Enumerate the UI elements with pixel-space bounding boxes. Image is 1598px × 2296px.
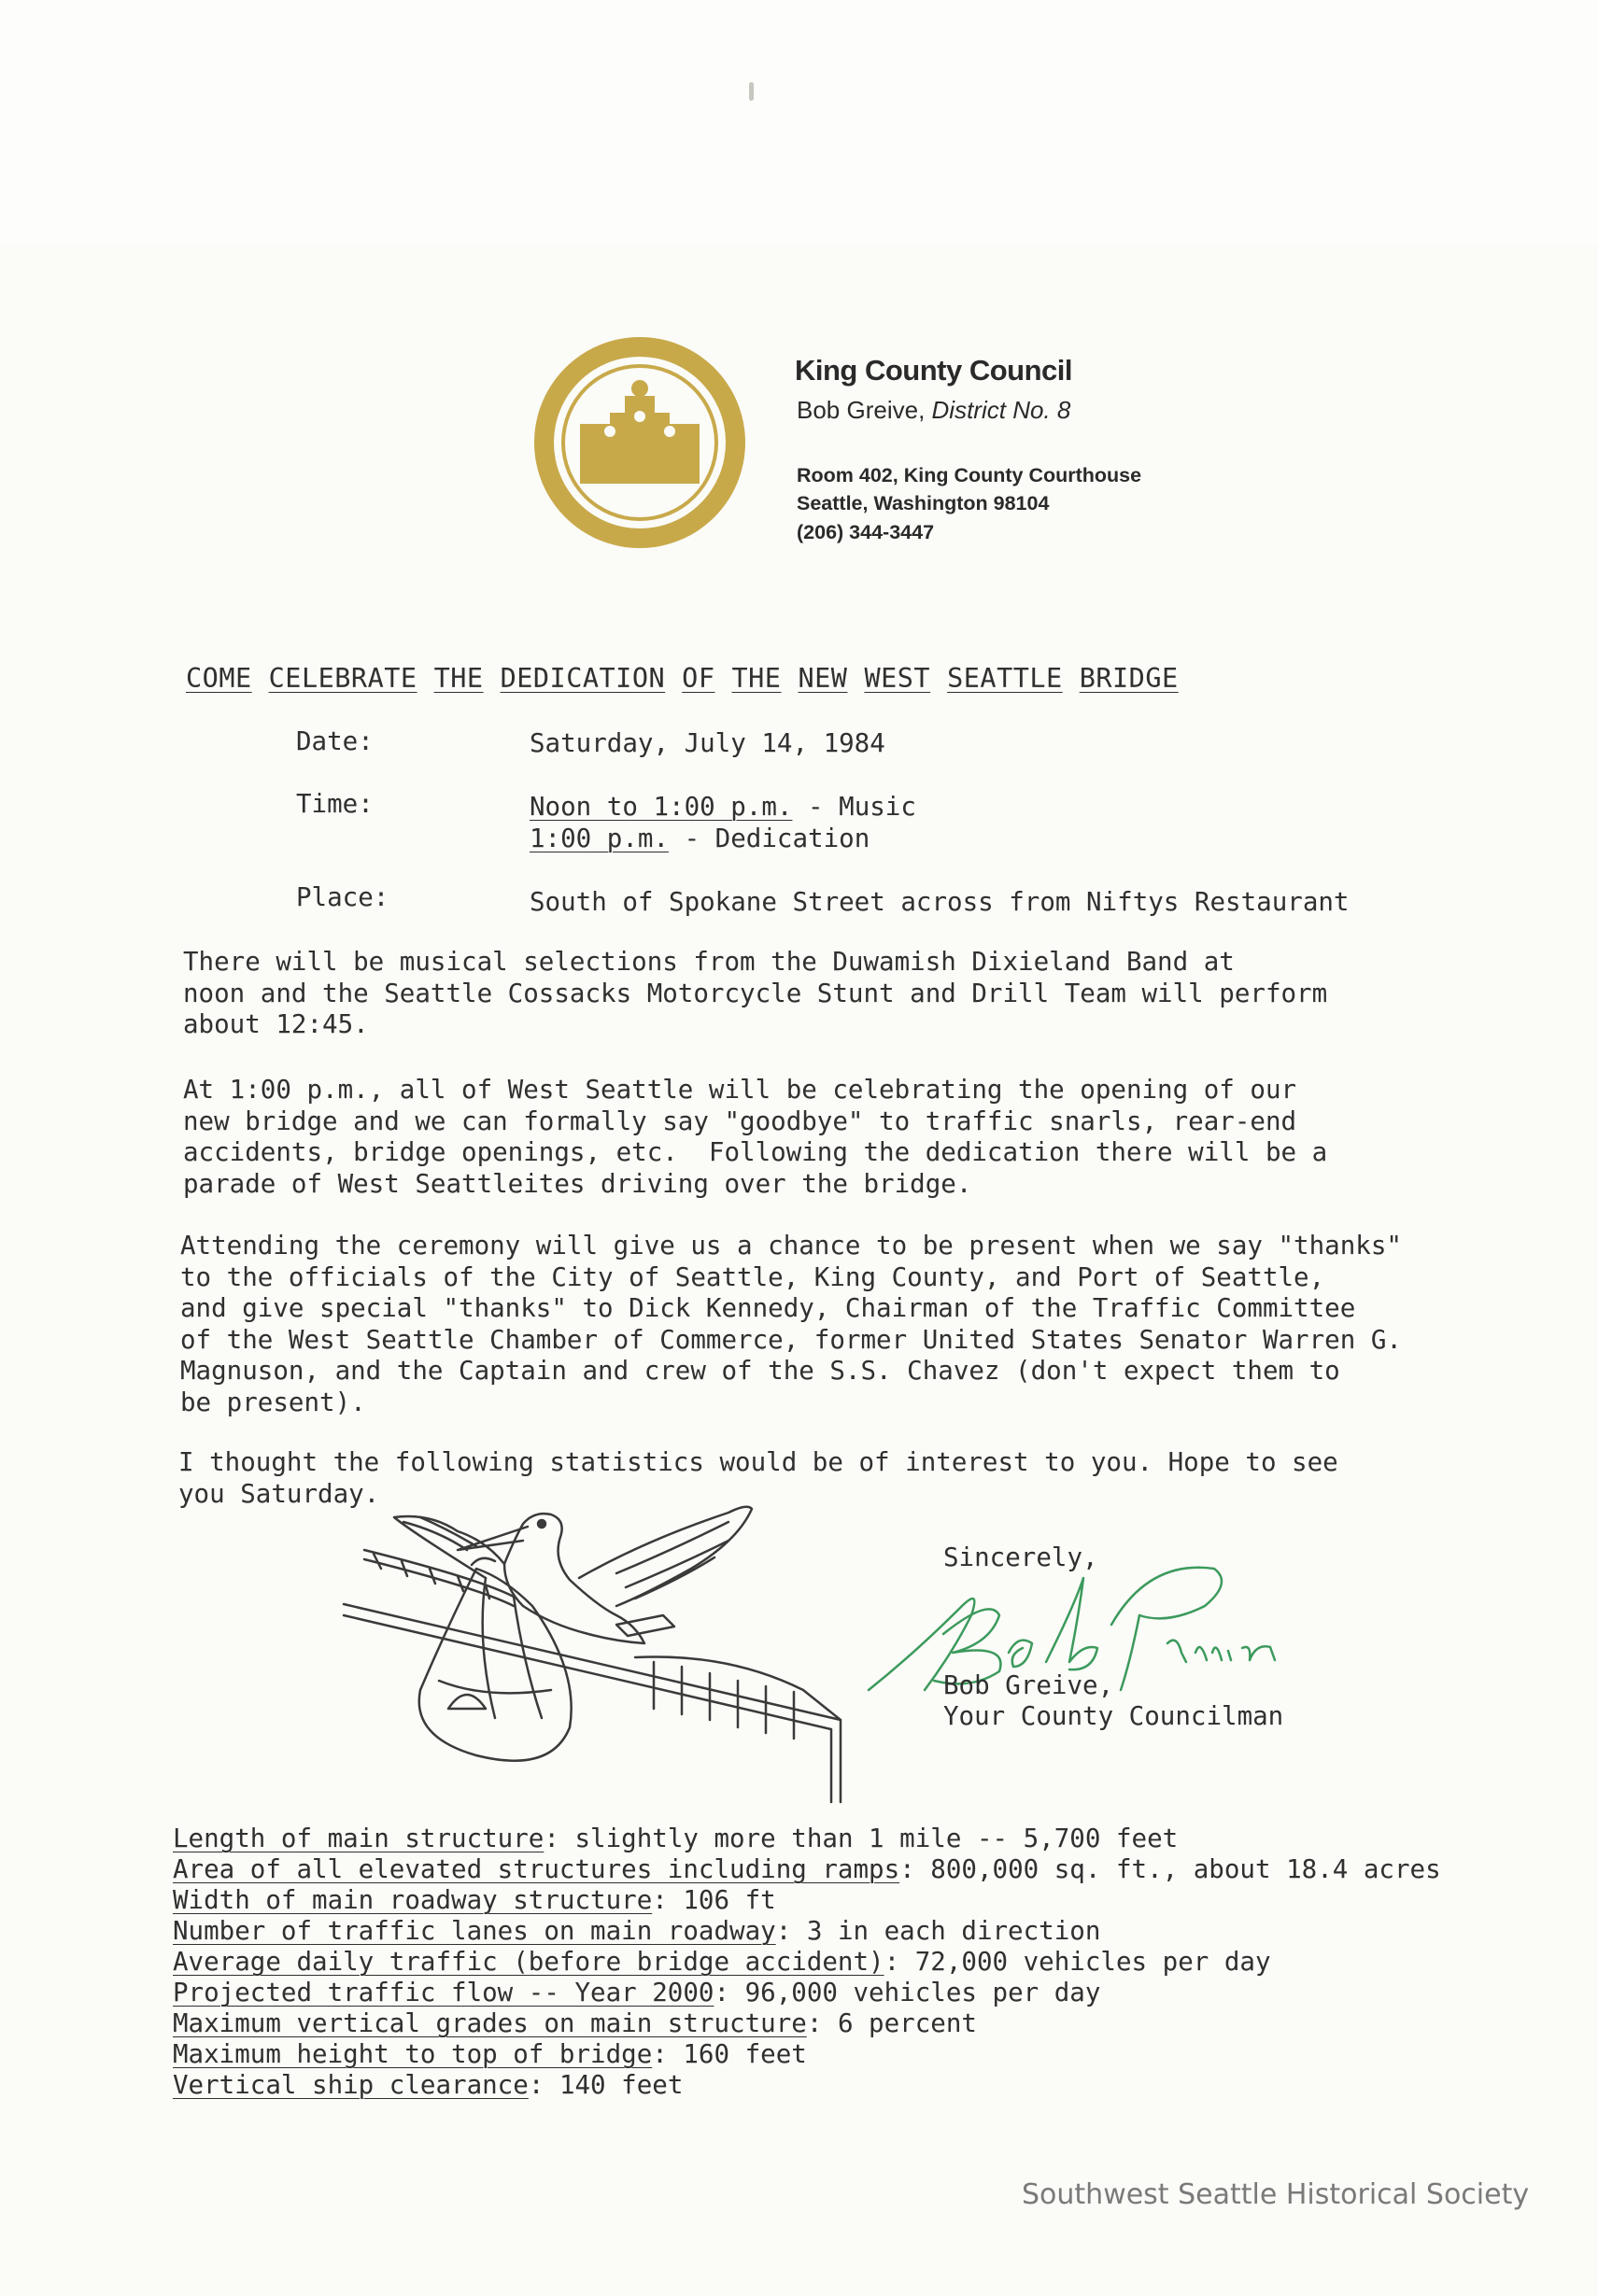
list-item: Maximum vertical grades on main structure: 6 percent <box>173 2008 977 2038</box>
list-item: Width of main roadway structure: 106 ft <box>173 1885 776 1915</box>
council-member <box>797 396 1070 425</box>
stork-bridge-illustration <box>336 1475 859 1811</box>
time-line-music <box>530 793 916 822</box>
heading-word: BRIDGE <box>1079 663 1179 694</box>
signer-title: Your County Councilman <box>943 1701 1284 1731</box>
heading-word: SEATTLE <box>947 663 1063 694</box>
stat-value: 72,000 vehicles per day <box>914 1947 1271 1977</box>
time-dedication-desc: - Dedication <box>669 824 870 853</box>
time-music-range: Noon to 1:00 p.m. <box>530 792 793 822</box>
stat-value: 96,000 vehicles per day <box>744 1978 1101 2007</box>
address-line-2: Seattle, Washington 98104 <box>797 492 1050 514</box>
stat-value: 106 ft <box>683 1885 776 1915</box>
address-line-1: Room 402, King County Courthouse <box>797 464 1142 486</box>
phone-number: (206) 344-3447 <box>797 521 935 543</box>
stat-value: slightly more than 1 mile -- 5,700 feet <box>574 1824 1179 1853</box>
place-value: South of Spokane Street across from Niftys Restaurant <box>530 887 1350 917</box>
member-name: Bob Greive, <box>797 396 926 424</box>
stat-label: Width of main roadway structure <box>173 1885 653 1915</box>
time-dedication-time: 1:00 p.m. <box>530 824 670 853</box>
stat-label: Maximum vertical grades on main structure <box>173 2008 807 2038</box>
signer-name: Bob Greive, <box>943 1670 1114 1700</box>
stat-label: Vertical ship clearance <box>173 2070 529 2100</box>
heading-word: DEDICATION <box>500 663 666 694</box>
stat-label: Number of traffic lanes on main roadway <box>173 1916 776 1946</box>
heading-word: NEW <box>798 663 848 694</box>
stat-value: 6 percent <box>837 2008 977 2038</box>
date-label: Date: <box>296 726 374 756</box>
stat-label: Average daily traffic (before bridge accident) <box>173 1947 884 1977</box>
stat-value: 3 in each direction <box>806 1916 1101 1946</box>
list-item: Projected traffic flow -- Year 2000: 96,000 vehicles per day <box>173 1978 1101 2007</box>
watermark: Southwest Seattle Historical Society <box>1022 2178 1530 2211</box>
heading-word: WEST <box>864 663 931 694</box>
heading-word: THE <box>433 663 484 694</box>
stat-label: Projected traffic flow -- Year 2000 <box>173 1978 714 2007</box>
paragraph-statistics-intro: I thought the following statistics would be of interest to you. Hope to see you Saturday. <box>178 1447 1338 1509</box>
member-district: District No. 8 <box>931 396 1071 424</box>
place-label: Place: <box>296 882 389 912</box>
list-item: Maximum height to top of bridge: 160 feet <box>173 2039 807 2069</box>
time-label: Time: <box>296 789 374 819</box>
council-name: King County Council <box>795 354 1073 387</box>
list-item: Area of all elevated structures including ramps: 800,000 sq. ft., about 18.4 acres <box>173 1854 1441 1884</box>
stat-label: Maximum height to top of bridge <box>173 2039 653 2069</box>
list-item: Average daily traffic (before bridge accident): 72,000 vehicles per day <box>173 1947 1271 1977</box>
paper-speck <box>749 82 754 101</box>
stat-value: 140 feet <box>559 2070 684 2100</box>
heading-word: THE <box>731 663 782 694</box>
stat-label: Area of all elevated structures including ramps <box>173 1854 900 1884</box>
list-item: Number of traffic lanes on main roadway: 3 in each direction <box>173 1916 1101 1946</box>
paragraph-opening: At 1:00 p.m., all of West Seattle will be celebrating the opening of our new bridge and we can formally say "goodbye" to traffic snarls, rear-end accidents, bridge openings, etc. Following the dedication there will be a parade of West Seattleites driving over the bridge. <box>183 1075 1328 1199</box>
heading-word: COME <box>186 663 252 694</box>
time-music-desc: - Music <box>792 792 916 822</box>
heading-word: CELEBRATE <box>268 663 417 694</box>
list-item: Length of main structure: slightly more than 1 mile -- 5,700 feet <box>173 1824 1179 1853</box>
page-title <box>186 664 1195 693</box>
heading-word: OF <box>682 663 715 694</box>
date-value: Saturday, July 14, 1984 <box>530 728 885 758</box>
time-line-dedication <box>530 824 870 853</box>
list-item: Vertical ship clearance: 140 feet <box>173 2070 684 2100</box>
county-crown-seal-icon <box>531 334 748 551</box>
stat-value: 160 feet <box>683 2039 807 2069</box>
stat-value: 800,000 sq. ft., about 18.4 acres <box>930 1854 1441 1884</box>
paragraph-music: There will be musical selections from the Duwamish Dixieland Band at noon and the Seattle Cossacks Motorcycle Stunt and Drill Team will perform about 12:45. <box>183 947 1328 1039</box>
paragraph-thanks: Attending the ceremony will give us a chance to be present when we say "thanks" to the officials of the City of Seattle, King County, and Port of Seattle, and give special "thanks" to Dick Kennedy, Chairman of the Traffic Committee of the West Seattle Chamber of Commerce, former United States Senator Warren G. Magnuson, and the Captain and crew of the S.S. Chavez (don't expect them to be present). <box>180 1231 1402 1417</box>
stat-label: Length of main structure <box>173 1824 544 1853</box>
closing-salutation: Sincerely, <box>943 1542 1098 1572</box>
